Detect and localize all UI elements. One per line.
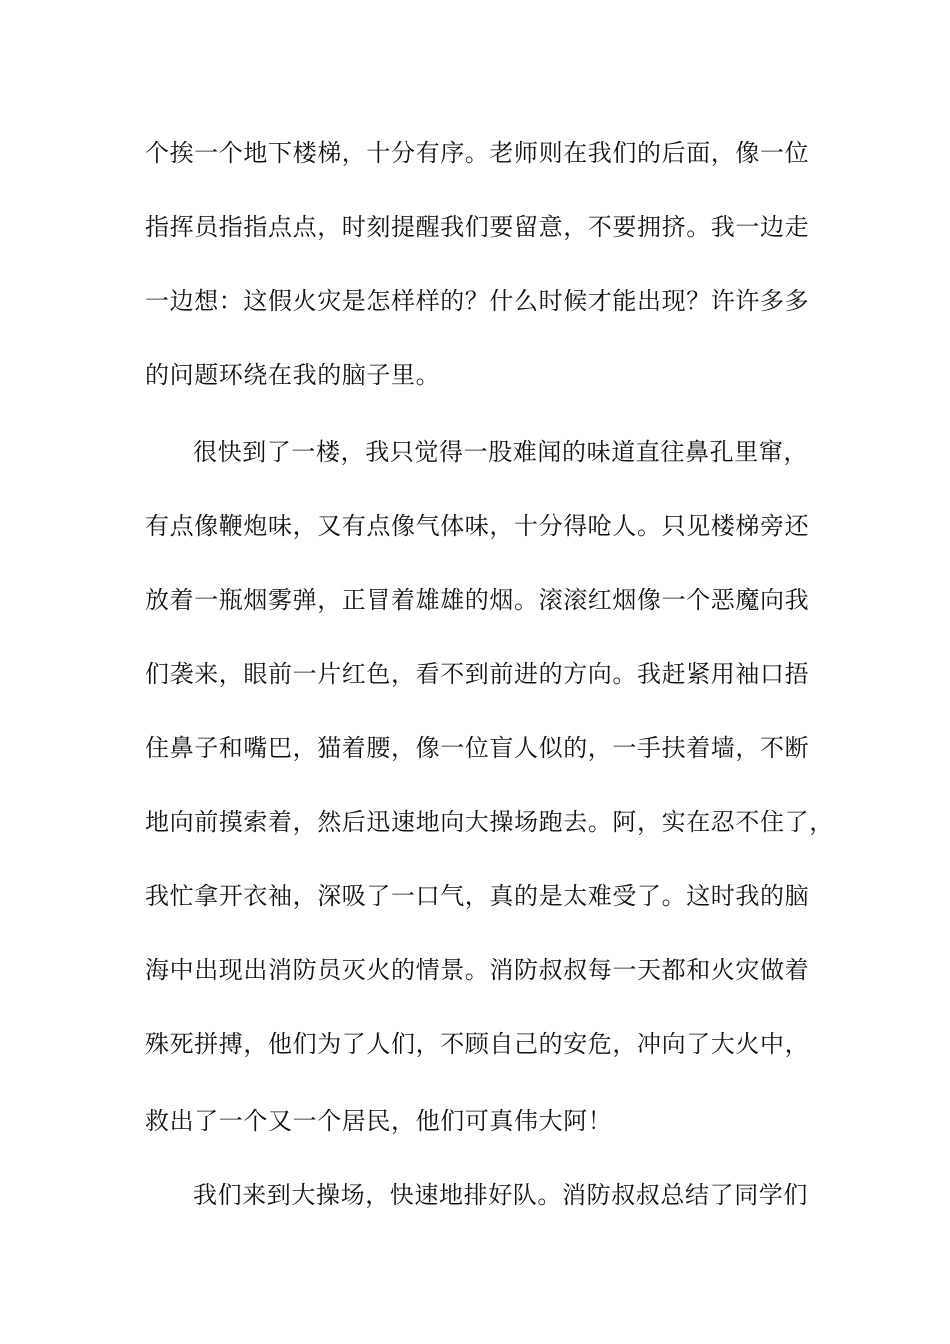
text-line: 指挥员指指点点，时刻提醒我们要留意，不要拥挤。我一边走 [145, 213, 810, 241]
text-line: 们袭来，眼前一片红色，看不到前进的方向。我赶紧用袖口捂 [145, 660, 810, 688]
paragraph-start-line: 我们来到大操场，快速地排好队。消防叔叔总结了同学们 [193, 1181, 808, 1209]
text-line: 海中出现出消防员灭火的情景。消防叔叔每一天都和火灾做着 [145, 956, 810, 984]
text-line: 殊死拼搏，他们为了人们，不顾自己的安危，冲向了大火中， [145, 1030, 810, 1058]
paragraph-start-line: 很快到了一楼，我只觉得一股难闻的味道直往鼻孔里窜， [193, 438, 808, 466]
text-line: 我忙拿开衣袖，深吸了一口气，真的是太难受了。这时我的脑 [145, 882, 810, 910]
text-line: 个挨一个地下楼梯，十分有序。老师则在我们的后面，像一位 [145, 139, 810, 167]
text-line: 的问题环绕在我的脑子里。 [145, 361, 441, 389]
text-line: 地向前摸索着，然后迅速地向大操场跑去。阿，实在忍不住了， [145, 808, 834, 836]
text-line: 有点像鞭炮味，又有点像气体味，十分得呛人。只见楼梯旁还 [145, 512, 810, 540]
text-line: 救出了一个又一个居民，他们可真伟大阿！ [145, 1107, 613, 1135]
text-line: 住鼻子和嘴巴，猫着腰，像一位盲人似的，一手扶着墙，不断 [145, 734, 810, 762]
text-line: 放着一瓶烟雾弹，正冒着雄雄的烟。滚滚红烟像一个恶魔向我 [145, 586, 810, 614]
text-line: 一边想：这假火灾是怎样样的？什么时候才能出现？许许多多 [145, 287, 810, 315]
